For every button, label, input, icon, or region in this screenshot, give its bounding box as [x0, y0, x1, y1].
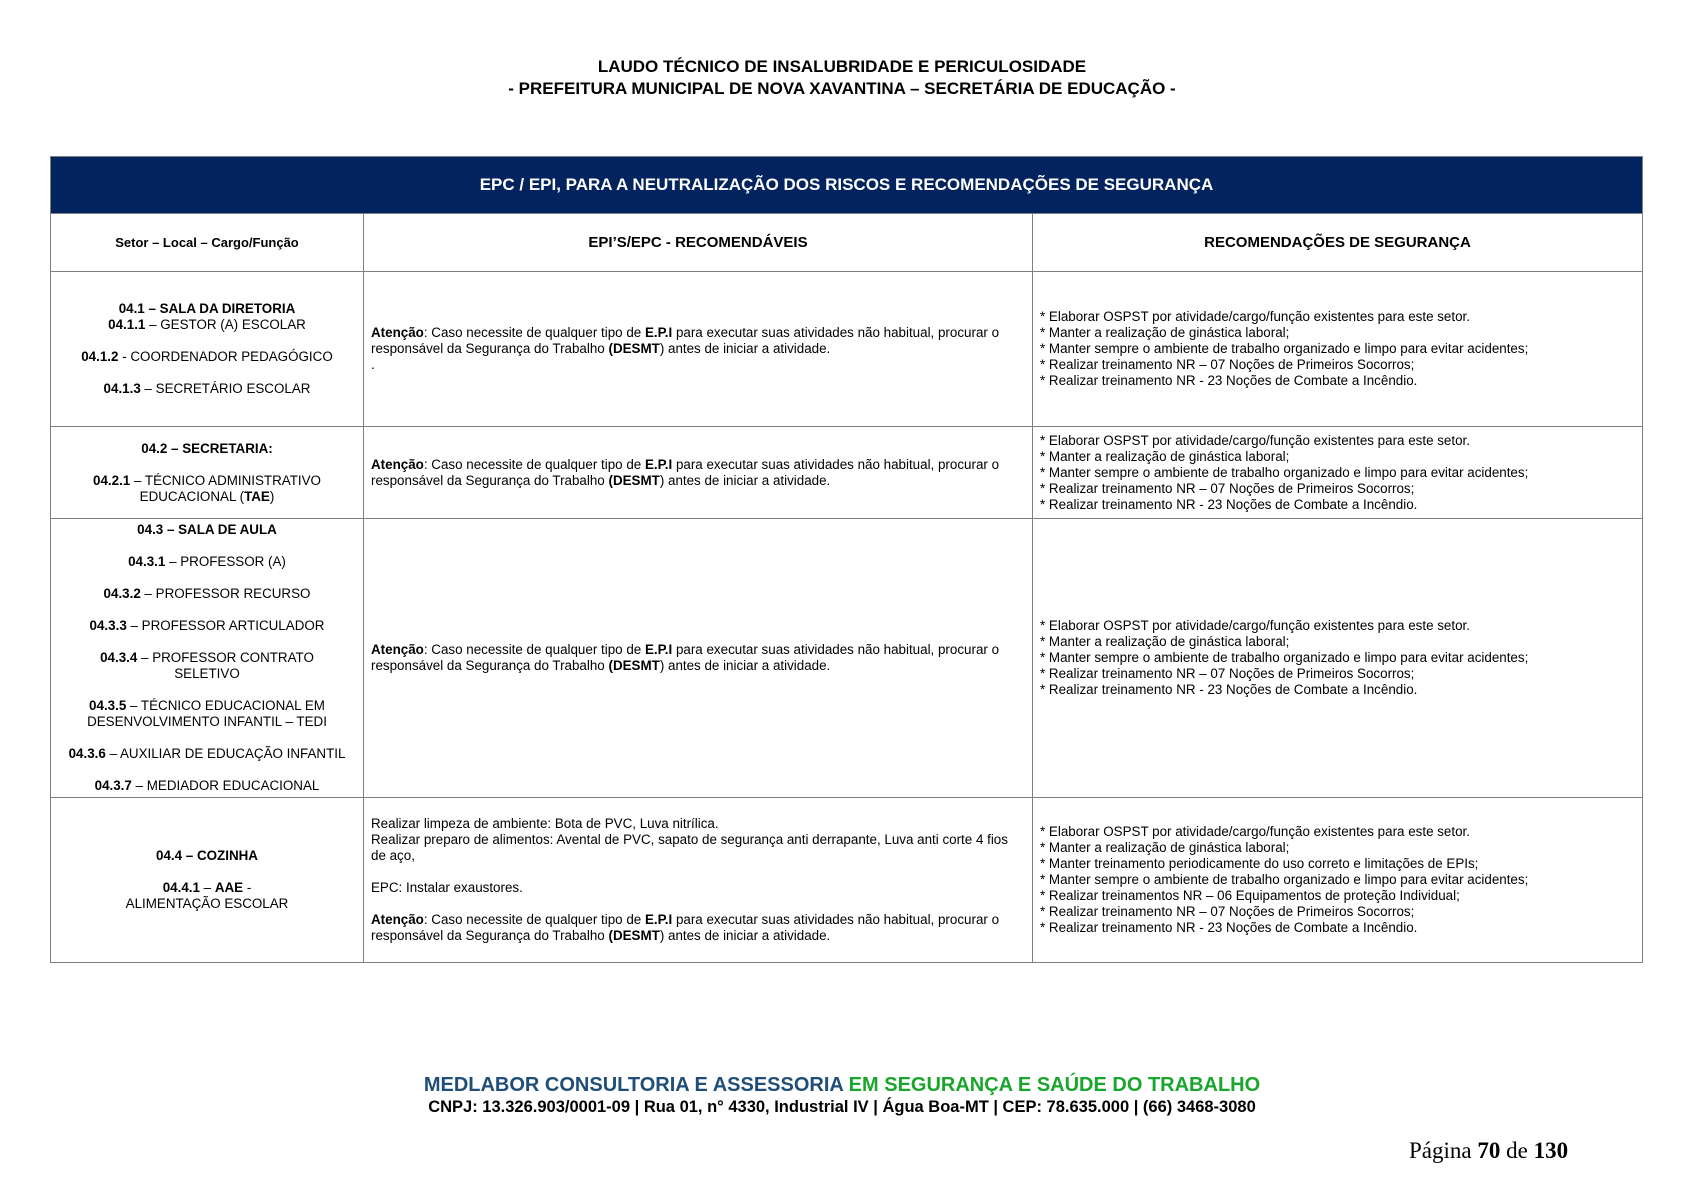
rec-item: * Manter a realização de ginástica laboral;	[1040, 325, 1290, 340]
col-header-epi: EPI’S/EPC - RECOMENDÁVEIS	[364, 214, 1033, 272]
epi-preparo: Realizar preparo de alimentos: Avental de PVC, sapato de segurança anti derrapante, Luva anti corte 4 fios de aço,	[371, 832, 1008, 863]
rec-item: * Realizar treinamento NR - 23 Noções de Combate a Incêndio.	[1040, 682, 1418, 697]
epi-cell	[364, 427, 1033, 519]
recomendacoes-cell	[1033, 272, 1643, 427]
footer-address: CNPJ: 13.326.903/0001-09 | Rua 01, n° 4330, Industrial IV | Água Boa-MT | CEP: 78.635.000 | (66) 3468-3080	[428, 1098, 1256, 1116]
epi-epc-table	[50, 156, 1643, 963]
footer-company	[0, 1074, 1684, 1097]
rec-item: * Manter sempre o ambiente de trabalho organizado e limpo para evitar acidentes;	[1040, 341, 1529, 356]
dot-mark: .	[371, 357, 375, 372]
table-row	[51, 798, 1643, 963]
table-banner: EPC / EPI, PARA A NEUTRALIZAÇÃO DOS RISCOS E RECOMENDAÇÕES DE SEGURANÇA	[51, 157, 1643, 214]
epi-cell	[364, 519, 1033, 798]
document-header	[0, 56, 1684, 100]
table-row	[51, 427, 1643, 519]
atencao-note: Atenção: Caso necessite de qualquer tipo de E.P.I para executar suas atividades não habitual, procurar o responsável da Segurança do Trabalho (DESMT) antes de iniciar a atividade.	[371, 456, 1000, 488]
setor-cell	[51, 272, 364, 427]
setor-title: 04.3 – SALA DE AULA	[137, 522, 277, 537]
table-header-row	[51, 214, 1643, 272]
footer-company-tagline: EM SEGURANÇA E SAÚDE DO TRABALHO	[843, 1074, 1261, 1096]
rec-item: * Elaborar OSPST por atividade/cargo/função existentes para este setor.	[1040, 824, 1470, 839]
table-row	[51, 519, 1643, 798]
cargo-item: 04.3.3 – PROFESSOR ARTICULADOR	[89, 618, 325, 633]
cargo-item: 04.4.1 – AAE -	[162, 880, 252, 895]
cargo-item-cont: DESENVOLVIMENTO INFANTIL – TEDI	[87, 714, 327, 729]
cargo-item-cont: EDUCACIONAL (TAE)	[139, 488, 275, 504]
setor-cell	[51, 519, 364, 798]
footer-company-name: MEDLABOR CONSULTORIA E ASSESSORIA	[423, 1074, 844, 1096]
cargo-item: 04.3.7 – MEDIADOR EDUCACIONAL	[94, 778, 320, 793]
rec-item: * Realizar treinamento NR - 23 Noções de Combate a Incêndio.	[1040, 920, 1418, 935]
atencao-note: Atenção: Caso necessite de qualquer tipo de E.P.I para executar suas atividades não habitual, procurar o responsável da Segurança do Trabalho (DESMT) antes de iniciar a atividade.	[371, 912, 1000, 943]
setor-cell	[51, 427, 364, 519]
col-header-recomendacoes: RECOMENDAÇÕES DE SEGURANÇA	[1033, 214, 1643, 272]
rec-item: * Manter sempre o ambiente de trabalho organizado e limpo para evitar acidentes;	[1040, 464, 1529, 480]
table-row	[51, 272, 1643, 427]
rec-item: * Manter sempre o ambiente de trabalho organizado e limpo para evitar acidentes;	[1040, 872, 1529, 887]
epc-exaustores: EPC: Instalar exaustores.	[371, 880, 523, 895]
epi-cell	[364, 798, 1033, 963]
recomendacoes-cell	[1033, 798, 1643, 963]
cargo-item: 04.3.4 – PROFESSOR CONTRATO	[100, 650, 314, 665]
cargo-item: 04.1.3 – SECRETÁRIO ESCOLAR	[103, 381, 311, 396]
rec-item: * Realizar treinamento NR – 07 Noções de Primeiros Socorros;	[1040, 480, 1415, 496]
cargo-item: 04.2.1 – TÉCNICO ADMINISTRATIVO	[93, 472, 321, 488]
rec-item: * Realizar treinamento NR – 07 Noções de Primeiros Socorros;	[1040, 357, 1415, 372]
cargo-item: 04.3.5 – TÉCNICO EDUCACIONAL EM	[89, 698, 325, 713]
rec-item: * Realizar treinamento NR – 07 Noções de Primeiros Socorros;	[1040, 666, 1415, 681]
rec-item: * Manter a realização de ginástica laboral;	[1040, 840, 1290, 855]
rec-item: * Realizar treinamento NR - 23 Noções de Combate a Incêndio.	[1040, 496, 1418, 512]
rec-item: * Manter a realização de ginástica laboral;	[1040, 634, 1290, 649]
recomendacoes-cell	[1033, 519, 1643, 798]
setor-title: 04.1 – SALA DA DIRETORIA	[118, 301, 296, 316]
rec-item: * Manter treinamento periodicamente do uso correto e limitações de EPIs;	[1040, 856, 1479, 871]
col-header-setor: Setor – Local – Cargo/Função	[51, 214, 364, 272]
rec-item: * Elaborar OSPST por atividade/cargo/função existentes para este setor.	[1040, 618, 1470, 633]
table-banner-row	[51, 157, 1643, 214]
cargo-item: 04.3.1 – PROFESSOR (A)	[128, 554, 286, 569]
rec-item: * Manter a realização de ginástica laboral;	[1040, 448, 1290, 464]
epi-limpeza: Realizar limpeza de ambiente: Bota de PVC, Luva nitrílica.	[371, 816, 719, 831]
atencao-note: Atenção: Caso necessite de qualquer tipo de E.P.I para executar suas atividades não habitual, procurar o responsável da Segurança do Trabalho (DESMT) antes de iniciar a atividade.	[371, 642, 1000, 673]
cargo-item: 04.1.1 – GESTOR (A) ESCOLAR	[108, 317, 306, 332]
rec-item: * Elaborar OSPST por atividade/cargo/função existentes para este setor.	[1040, 309, 1470, 324]
header-subtitle: - PREFEITURA MUNICIPAL DE NOVA XAVANTINA – SECRETÁRIA DE EDUCAÇÃO -	[508, 79, 1176, 98]
setor-title: 04.4 – COZINHA	[156, 848, 258, 863]
setor-cell	[51, 798, 364, 963]
rec-item: * Realizar treinamento NR - 23 Noções de Combate a Incêndio.	[1040, 373, 1418, 388]
cargo-item: 04.3.6 – AUXILIAR DE EDUCAÇÃO INFANTIL	[68, 746, 346, 761]
epi-cell	[364, 272, 1033, 427]
rec-item: * Realizar treinamentos NR – 06 Equipamentos de proteção Individual;	[1040, 888, 1460, 903]
header-title: LAUDO TÉCNICO DE INSALUBRIDADE E PERICULOSIDADE	[597, 57, 1087, 76]
recomendacoes-cell	[1033, 427, 1643, 519]
cargo-item-cont: SELETIVO	[174, 666, 240, 681]
rec-item: * Realizar treinamento NR – 07 Noções de Primeiros Socorros;	[1040, 904, 1415, 919]
atencao-note: Atenção: Caso necessite de qualquer tipo de E.P.I para executar suas atividades não habitual, procurar o responsável da Segurança do Trabalho (DESMT) antes de iniciar a atividade.	[371, 325, 1000, 356]
rec-item: * Elaborar OSPST por atividade/cargo/função existentes para este setor.	[1040, 432, 1470, 448]
rec-item: * Manter sempre o ambiente de trabalho organizado e limpo para evitar acidentes;	[1040, 650, 1529, 665]
setor-title: 04.2 – SECRETARIA:	[141, 440, 273, 456]
cargo-item-cont: ALIMENTAÇÃO ESCOLAR	[125, 896, 289, 911]
cargo-item: 04.1.2 - COORDENADOR PEDAGÓGICO	[81, 349, 333, 364]
cargo-item: 04.3.2 – PROFESSOR RECURSO	[103, 586, 311, 601]
page-number: Página 70 de 130	[1409, 1138, 1569, 1163]
